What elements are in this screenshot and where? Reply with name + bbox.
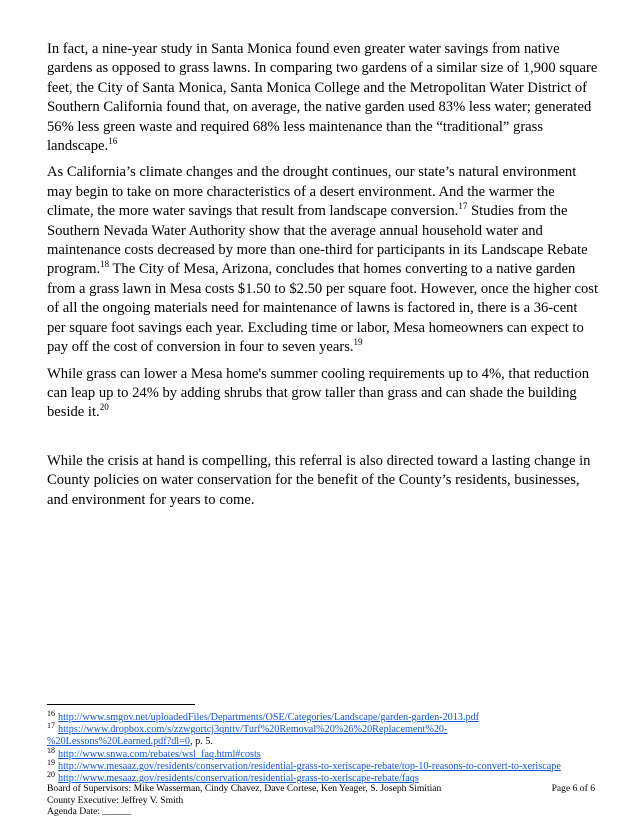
footnote-ref-18[interactable]: 18 [100, 259, 110, 270]
footnote-number: 19 [47, 757, 55, 767]
paragraph-text: As California’s climate changes and the drought continues, our state’s natural environment may begin to take on more characteristics of a desert environment. And the warmer the climate, the more water savings that result from landscape conversion. [47, 164, 577, 220]
footnotes [47, 709, 607, 785]
footnote-separator [47, 704, 195, 705]
paragraph-mesa-cooling [47, 365, 599, 423]
footnote-ref-17[interactable]: 17 [458, 201, 468, 212]
paragraph-text: In fact, a nine-year study in Santa Monica found even greater water savings from native gardens as opposed to grass lawns. In comparing two gardens of a similar size of 1,900 square feet, the City of Santa Monica, Santa Monica College and the Metropolitan Water District of Southern California found that, on average, the native garden used 83% less water; generated 56% less green waste and required 68% less maintenance than the “traditional” grass landscape. [47, 41, 598, 155]
footnote-17-continued [47, 736, 607, 748]
footnote-link[interactable]: http://www.mesaaz.gov/residents/conservation/residential-grass-to-xeriscape-rebate/faqs [58, 773, 419, 785]
footnote-16 [47, 709, 607, 724]
agenda-date-line: Agenda Date: ______ [47, 806, 132, 818]
footnote-ref-20[interactable]: 20 [99, 402, 109, 413]
footnote-18 [47, 745, 607, 761]
paragraph-text: While grass can lower a Mesa home's summer cooling requirements up to 4%, that reduction can leap up to 24% by adding shrubs that grow taller than grass and can shade the building beside it. [47, 365, 590, 421]
footnote-number: 20 [47, 770, 55, 780]
footnote-ref-19[interactable]: 19 [353, 337, 363, 348]
paragraph-santa-monica-study [47, 40, 599, 156]
footnote-link[interactable]: http://www.smgov.net/uploadedFiles/Departments/OSE/Categories/Landscape/garden-garden-2013.pdf [58, 712, 480, 723]
county-executive-line: County Executive: Jeffrey V. Smith [47, 794, 184, 806]
page-footer [47, 783, 595, 818]
footnote-number: 17 [47, 721, 55, 731]
footnote-number: 18 [47, 745, 55, 755]
footnote-19 [47, 757, 607, 773]
footnote-link[interactable]: http://www.mesaaz.gov/residents/conservation/residential-grass-to-xeriscape-rebate/top-10-reasons-to-convert-to-xeriscape [58, 760, 561, 772]
footnote-link[interactable]: http://www.snwa.com/rebates/wsl_faq.html#costs [58, 748, 261, 760]
paragraph-text: The City of Mesa, Arizona, concludes that homes converting to a native garden from a grass lawn in Mesa costs $1.50 to $2.50 per square foot. However, once the higher cost of all the ongoing materials need for maintenance of lawns is factored in, there is a 36-cent per square foot savings each year. Excluding time or labor, Mesa homeowners can expect to pay off the cost of conversion in four to seven years. [47, 261, 598, 356]
paragraph-conclusion [47, 452, 599, 510]
paragraph-california-climate [47, 163, 599, 357]
footnote-link[interactable]: %20Lessons%20Learned.pdf?dl=0 [47, 736, 190, 748]
footnote-link[interactable]: https://www.dropbox.com/s/zzwgortcj3qnttv/Turf%20Removal%20%26%20Replacement%20- [58, 724, 448, 736]
paragraph-text: While the crisis at hand is compelling, this referral is also directed toward a lasting change in County policies on water conservation for the benefit of the County’s residents, businesses, and environment for years to come. [47, 452, 591, 508]
board-of-supervisors-line: Board of Supervisors: Mike Wasserman, Cindy Chavez, Dave Cortese, Ken Yeager, S. Joseph Simitian [47, 783, 442, 794]
footnote-17 [47, 721, 607, 736]
page-number: Page 6 of 6 [551, 783, 595, 794]
paragraph-text: Studies from the Southern Nevada Water Authority show that the average annual household water and maintenance costs decreased by more than one-third for participants in its Landscape Rebate program. [47, 203, 588, 278]
footnote-suffix: , p. 5. [189, 736, 213, 748]
body-text [47, 40, 599, 517]
footnote-number: 16 [47, 709, 55, 718]
footnote-ref-16[interactable]: 16 [108, 136, 118, 147]
